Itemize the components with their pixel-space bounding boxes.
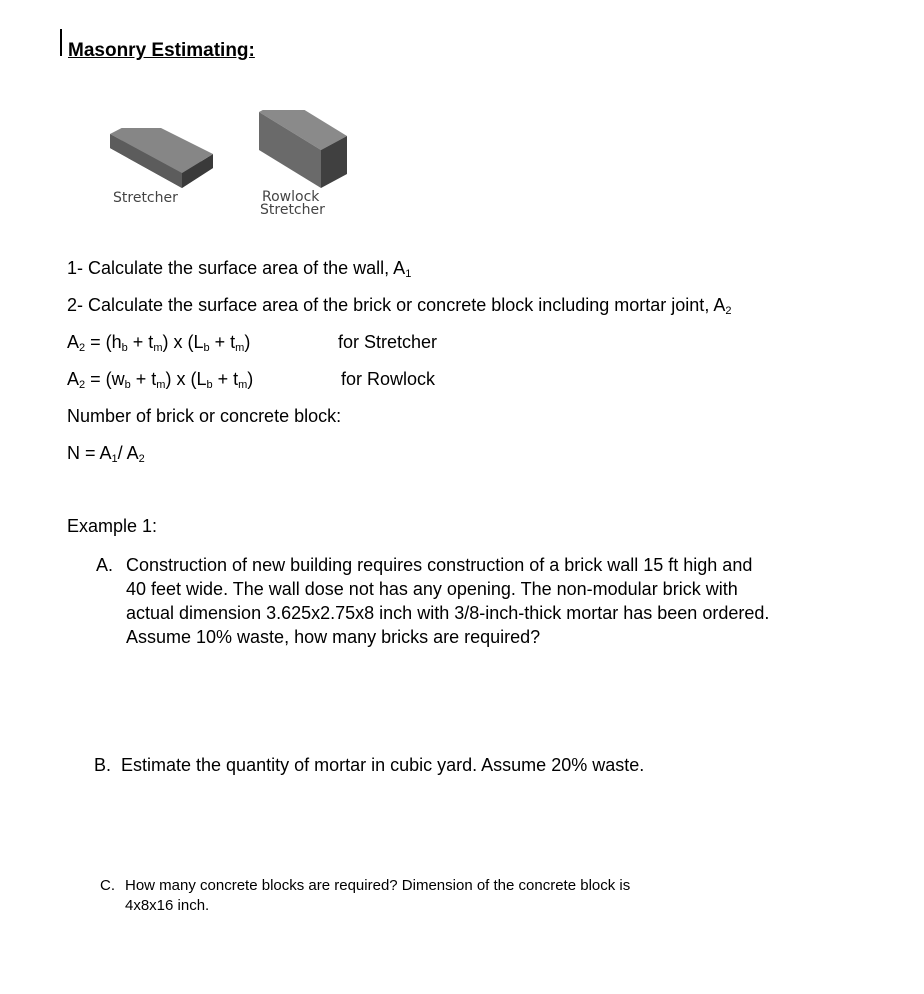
page-title: Masonry Estimating: [68, 40, 255, 61]
step-1: 1- Calculate the surface area of the wall, $A_1$ [67, 258, 412, 280]
item-c-line: 4x8x16 inch. [125, 897, 210, 914]
step-2: 2- Calculate the surface area of the brick or concrete block including mortar joint, $A_2$ [67, 295, 732, 317]
formula-rowlock-note: for Rowlock [341, 369, 436, 389]
rowlock-brick-image [255, 110, 351, 190]
count-label: Number of brick or concrete block: [67, 406, 342, 426]
text-cursor [60, 29, 62, 56]
item-a-text [126, 553, 769, 649]
rowlock-label-line1: Rowlock [262, 189, 320, 205]
item-c-text [125, 876, 630, 916]
item-a-line: 40 feet wide. The wall dose not has any opening. The non-modular brick with [126, 579, 738, 599]
formula-count: $N = A_1/$ $A_2$ [67, 443, 145, 465]
example-heading: Example 1: [67, 516, 158, 536]
example-item-b [94, 753, 854, 777]
formula-rowlock: $A_2 = (w_b + t_m)$ x $(L_b + t_m)$ [67, 369, 254, 391]
stretcher-brick-image [108, 128, 216, 190]
example-item-a [96, 553, 856, 653]
item-a-line: actual dimension 3.625x2.75x8 inch with 3/8-inch-thick mortar has been ordered. [126, 603, 770, 623]
item-b-text: Estimate the quantity of mortar in cubic yard. Assume 20% waste. [121, 755, 645, 775]
example-item-c [100, 876, 800, 920]
rowlock-label-line2: Stretcher [260, 202, 325, 218]
item-a-letter: A. [96, 555, 114, 575]
item-a-line: Assume 10% waste, how many bricks are required? [126, 627, 541, 647]
item-c-letter: C. [100, 877, 115, 894]
item-b-letter: B. [94, 755, 112, 775]
stretcher-label: Stretcher [113, 190, 178, 206]
item-c-line: How many concrete blocks are required? Dimension of the concrete block is [125, 877, 631, 894]
item-a-line: Construction of new building requires construction of a brick wall 15 ft high and [126, 555, 753, 575]
formula-stretcher-note: for Stretcher [338, 332, 438, 352]
formula-stretcher: $A_2 = (h_b + t_m)$ x $(L_b + t_m)$ [67, 332, 251, 354]
